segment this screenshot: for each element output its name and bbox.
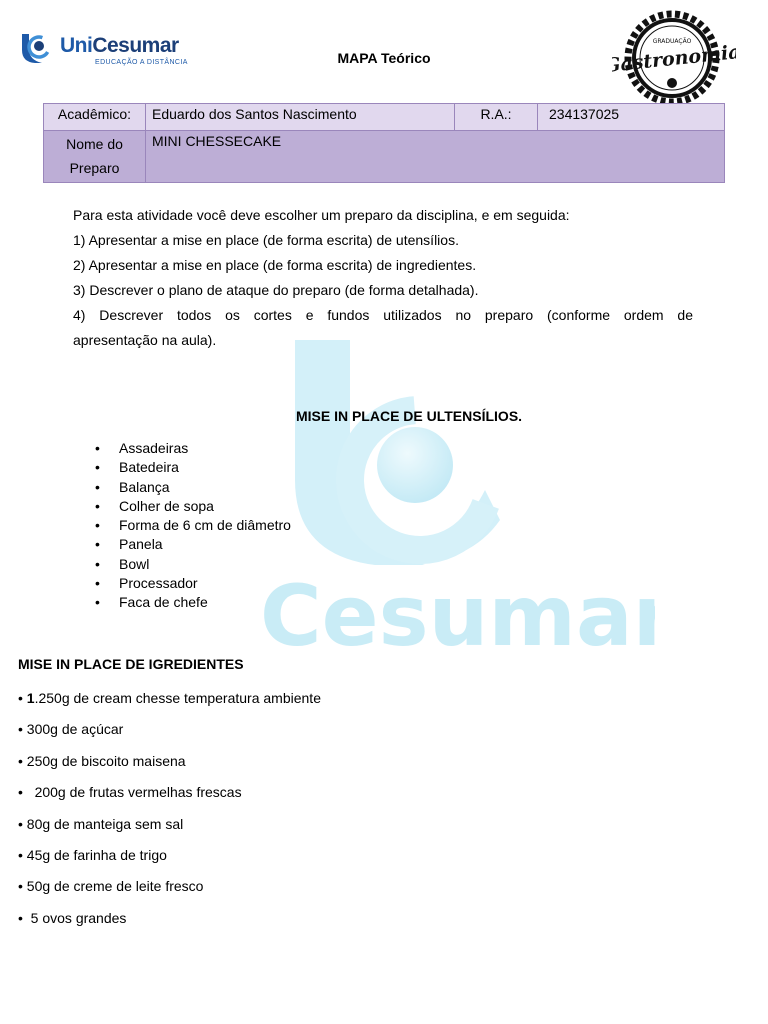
ingredients-heading: MISE IN PLACE DE IGREDIENTES <box>18 656 244 672</box>
student-info-table <box>43 103 725 183</box>
watermark-logo-shape <box>295 340 510 570</box>
academic-label: Acadêmico: <box>44 104 146 131</box>
watermark-text: Cesumar <box>260 567 655 660</box>
instruction-item: 4) Descrever todos os cortes e fundos utilizados no preparo (conforme ordem de <box>73 307 693 323</box>
badge-top-text: GRADUAÇÃO <box>652 38 692 45</box>
table-row <box>44 131 725 183</box>
instruction-item: 1) Apresentar a mise en place (de forma escrita) de utensílios. <box>73 232 459 248</box>
instruction-item: apresentação na aula). <box>73 332 217 348</box>
instructions <box>73 203 693 353</box>
list-item: • 200g de frutas vermelhas frescas <box>18 784 242 801</box>
list-item: • 300g de açúcar <box>18 721 124 738</box>
list-item: • Forma de 6 cm de diâmetro <box>0 516 291 535</box>
list-item: • 45g de farinha de trigo <box>18 846 167 863</box>
list-item: • Assadeiras <box>0 439 291 458</box>
list-item: • 1.250g de cream chesse temperatura ambiente <box>18 690 321 706</box>
list-item: • 250g de biscoito maisena <box>18 752 186 769</box>
list-item: • 5 ovos grandes <box>18 909 127 926</box>
table-row <box>44 104 725 131</box>
list-item: • Faca de chefe <box>0 593 291 612</box>
instruction-item: 3) Descrever o plano de ataque do preparo (de forma detalhada). <box>73 282 479 298</box>
list-item: • Panela <box>0 535 291 554</box>
list-item: • Colher de sopa <box>0 497 291 516</box>
utensils-list <box>0 439 291 613</box>
watermark <box>255 330 655 660</box>
ingredients-list <box>18 688 321 939</box>
list-item: • 50g de creme de leite fresco <box>18 878 204 895</box>
ra-value: 234137025 <box>538 104 725 131</box>
list-item: • Batedeira <box>0 458 291 477</box>
utensils-heading: MISE IN PLACE DE ULTENSÍLIOS. <box>295 408 523 424</box>
gastronomia-badge <box>612 10 736 106</box>
logo-tagline: EDUCAÇÃO A DISTÂNCIA <box>95 59 188 66</box>
instruction-item: 2) Apresentar a mise en place (de forma escrita) de ingredientes. <box>73 257 477 273</box>
badge-main-text: Gastronomia <box>612 40 736 78</box>
list-item: • 80g de manteiga sem sal <box>18 815 184 832</box>
document-title: MAPA Teórico <box>337 50 431 66</box>
recipe-value: MINI CHESSECAKE <box>146 131 725 183</box>
instructions-intro: Para esta atividade você deve escolher um preparo da disciplina, e em seguida: <box>73 207 570 223</box>
ra-label: R.A.: <box>455 104 538 131</box>
list-item: • Balança <box>0 478 291 497</box>
recipe-label: Nome do Preparo <box>44 131 146 183</box>
list-item: • Bowl <box>0 555 291 574</box>
list-item: • Processador <box>0 574 291 593</box>
logo-brand-text: UniCesumar <box>60 34 179 57</box>
academic-value: Eduardo dos Santos Nascimento <box>146 104 455 131</box>
